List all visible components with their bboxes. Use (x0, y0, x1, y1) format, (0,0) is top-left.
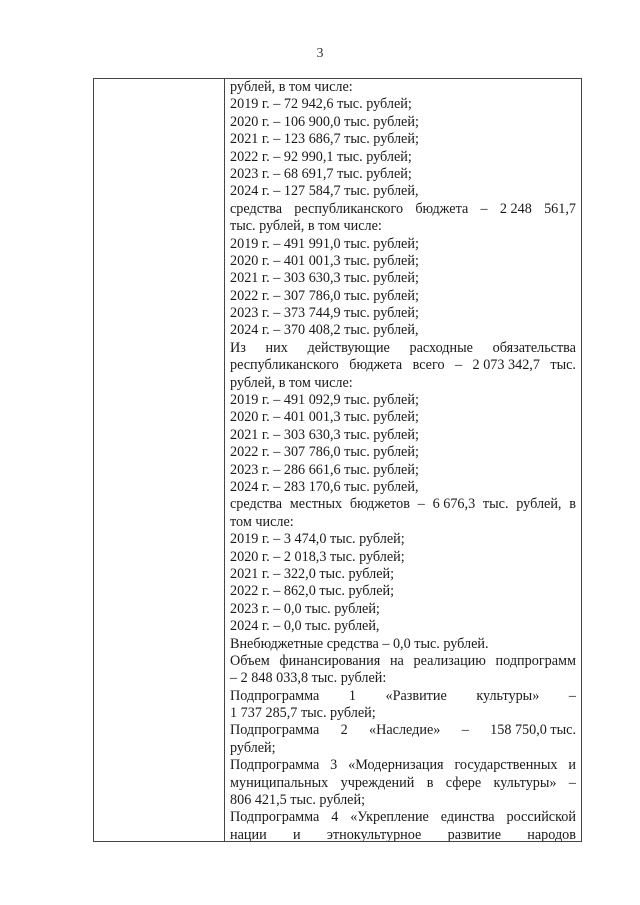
text-word: обязательства (492, 339, 576, 356)
text-line: 2023 г. – 373 744,9 тыс. рублей; (230, 305, 419, 322)
text-line: 2020 г. – 401 001,3 тыс. рублей; (230, 409, 419, 426)
text-line: рублей, в том числе: (230, 374, 353, 391)
page-number: 3 (316, 46, 324, 61)
text-line: 2023 г. – 286 661,6 тыс. рублей; (230, 461, 419, 478)
text-line: 2019 г. – 72 942,6 тыс. рублей; (230, 96, 412, 113)
text-word: 158 750,0 тыс. (490, 722, 576, 739)
text-line: 2022 г. – 862,0 тыс. рублей; (230, 583, 395, 600)
text-word: – (568, 774, 576, 791)
text-line: 2019 г. – 491 991,0 тыс. рублей; (230, 235, 419, 252)
text-line: 2020 г. – 2 018,3 тыс. рублей; (230, 548, 405, 565)
text-word: тыс. (550, 357, 576, 374)
table-right-cell (225, 79, 581, 841)
text-line (230, 357, 576, 374)
text-line: 2020 г. – 106 900,0 тыс. рублей; (230, 113, 419, 130)
text-line (230, 340, 576, 357)
text-line: том числе: (230, 513, 294, 530)
text-line: 2021 г. – 303 630,3 тыс. рублей; (230, 270, 419, 287)
text-line: рублей; (230, 739, 276, 756)
text-word: народов (527, 826, 576, 842)
text-word: 561,7 (544, 200, 576, 217)
text-word: республиканского (230, 357, 339, 374)
text-word: «Модернизация (348, 757, 444, 774)
text-word: 4 (331, 809, 339, 826)
text-word: бюджета (415, 200, 469, 217)
text-line: 2019 г. – 491 092,9 тыс. рублей; (230, 392, 419, 409)
text-word: 2 248 (499, 200, 532, 217)
text-word: Подпрограмма (230, 757, 320, 774)
text-word: – (480, 200, 488, 217)
text-word: финансирования (279, 652, 381, 669)
text-line: 2021 г. – 303 630,3 тыс. рублей; (230, 426, 419, 443)
text-line: 2021 г. – 123 686,7 тыс. рублей; (230, 131, 419, 148)
text-line: 2022 г. – 307 786,0 тыс. рублей; (230, 444, 419, 461)
text-word: – (455, 357, 463, 374)
text-word: – (417, 496, 425, 513)
document-table (93, 78, 582, 842)
text-word: – (568, 687, 576, 704)
text-line: 2024 г. – 0,0 тыс. рублей, (230, 618, 380, 635)
text-word: рублей, (516, 496, 562, 513)
text-line: 806 421,5 тыс. рублей; (230, 792, 366, 809)
text-word: бюджетов (349, 496, 410, 513)
text-word: в (426, 774, 434, 791)
text-word: местных (289, 496, 343, 513)
text-word: культуры» (493, 774, 557, 791)
text-word: Подпрограмма (230, 687, 320, 704)
text-word: развитие (447, 826, 502, 842)
text-word: расходные (409, 339, 473, 356)
text-line: 1 737 285,7 тыс. рублей; (230, 705, 376, 722)
text-word: 6 676,3 (432, 496, 476, 513)
text-line: 2022 г. – 92 990,1 тыс. рублей; (230, 148, 412, 165)
text-word: муниципальных (230, 774, 329, 791)
text-word: средства (230, 200, 283, 217)
text-line: 2019 г. – 3 474,0 тыс. рублей; (230, 531, 405, 548)
text-word: «Укрепление (350, 809, 429, 826)
text-line (230, 688, 576, 705)
text-line: 2024 г. – 370 408,2 тыс. рублей, (230, 322, 419, 339)
text-word: подпрограмм (495, 652, 576, 669)
text-word: 2 (340, 722, 348, 739)
text-word: на (389, 652, 404, 669)
text-word: культуры» (476, 687, 540, 704)
text-line: тыс. рублей, в том числе: (230, 218, 382, 235)
text-line (230, 809, 576, 826)
text-word: «Наследие» (369, 722, 441, 739)
text-line: 2022 г. – 307 786,0 тыс. рублей; (230, 287, 419, 304)
table-left-cell (94, 79, 225, 841)
text-word: Подпрограмма (230, 809, 320, 826)
text-word: 3 (330, 757, 338, 774)
text-word: средства (230, 496, 283, 513)
text-word: государственных (454, 757, 558, 774)
text-word: и (292, 826, 301, 842)
text-line (230, 653, 576, 670)
text-word: этнокультурное (326, 826, 422, 842)
text-word: Из (230, 339, 246, 356)
text-word: всего (412, 357, 445, 374)
text-line: рублей, в том числе: (230, 79, 353, 95)
text-word: нации (230, 826, 267, 842)
text-word: российской (506, 809, 576, 826)
text-line: – 2 848 033,8 тыс. рублей: (230, 670, 387, 687)
text-word: Подпрограмма (230, 722, 320, 739)
text-word: учреждений (340, 774, 415, 791)
text-word: них (265, 339, 288, 356)
text-word: в (569, 496, 576, 513)
text-line: Внебюджетные средства – 0,0 тыс. рублей. (230, 635, 489, 652)
text-line (230, 201, 576, 218)
text-word: реализацию (413, 652, 486, 669)
text-word: тыс. (482, 496, 509, 513)
text-line (230, 722, 576, 739)
text-word: – (461, 722, 469, 739)
text-word: Объем (230, 652, 270, 669)
text-word: и (568, 757, 576, 774)
text-word: «Развитие (385, 687, 447, 704)
text-word: действующие (307, 339, 390, 356)
text-line: 2024 г. – 283 170,6 тыс. рублей, (230, 478, 419, 495)
text-line (230, 827, 576, 842)
text-line: 2020 г. – 401 001,3 тыс. рублей; (230, 252, 419, 269)
text-word: бюджета (349, 357, 403, 374)
text-word: сфере (445, 774, 482, 791)
text-line: 2021 г. – 322,0 тыс. рублей; (230, 565, 395, 582)
text-line (230, 775, 576, 792)
text-line: 2024 г. – 127 584,7 тыс. рублей, (230, 183, 419, 200)
text-line (230, 496, 576, 513)
text-line: 2023 г. – 0,0 тыс. рублей; (230, 600, 380, 617)
text-word: республиканского (294, 200, 404, 217)
text-line (230, 757, 576, 774)
text-word: 2 073 342,7 (472, 357, 540, 374)
text-line: 2023 г. – 68 691,7 тыс. рублей; (230, 165, 412, 182)
text-word: 1 (348, 687, 356, 704)
text-word: единства (440, 809, 495, 826)
